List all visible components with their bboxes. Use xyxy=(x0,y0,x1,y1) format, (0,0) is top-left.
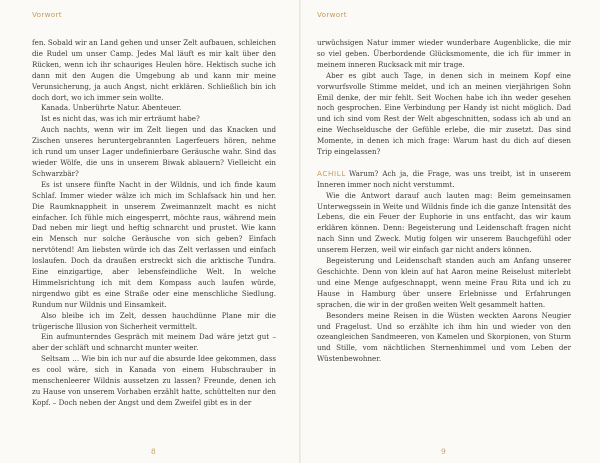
page-number: 8 xyxy=(151,447,156,456)
body-text xyxy=(317,38,571,365)
paragraph: Wie die Antwort darauf auch lauten mag: Beim gemeinsamen Unterwegssein in Weite und Wildnis finde ich die ganze Intensität des Lebens, die ein Feuer der Euphorie in uns entfacht, das wir kaum erklären können. Denn: Begeisterung und Leidenschaft fragen nicht nach Sinn und Zweck. Mutig folgen wir unserem Bauchgefühl oder unserem Herzen, weil wir einfach gar nicht anders können. xyxy=(317,190,571,255)
paragraph: Also bleibe ich im Zelt, dessen hauchdünne Plane mir die trügerische Illusion von Sicherheit vermittelt. xyxy=(32,310,276,331)
paragraph: Seltsam … Wie bin ich nur auf die absurde Idee gekommen, dass es cool wäre, sich in Kanada von einem Hubschrauber in menschenleerer Wildnis aussetzen zu lassen? Freunde, denen ich zu Hause von unserem Vorhaben erzählt hatte, schüttelten nur den Kopf. – Doch neben der Angst und dem Zweifel gibt es in der xyxy=(32,354,276,407)
paragraph: Auch nachts, wenn wir im Zelt liegen und das Knacken und Zischen unseres heruntergebrannten Lagerfeuers hören, nehme ich rund um unser Lager undefinierbare Geräusche wahr. Sind das wieder Wölfe, die uns in unserem Biwak ablauern? Vielleicht ein Schwarzbär? xyxy=(32,125,276,178)
paragraph: Begeisterung und Leidenschaft standen auch am Anfang unserer Geschichte. Denn von klein auf hat Aaron meine Reiselust miterlebt und eine Menge aufgeschnappt, wenn meine Frau Rita und ich zu Hause in Hamburg über unsere Erlebnisse und Erfahrungen sprachen, die wir in der großen weiten Welt gesammelt hatten. xyxy=(317,256,571,309)
paragraph: Es ist unsere fünfte Nacht in der Wildnis, und ich finde kaum Schlaf. Immer wieder wälze ich mich im Schlafsack hin und her. Die Raumknappheit in unserem Zweimannzelt macht es nicht einfacher. Ich fühle mich eingesperrt, möchte raus, während mein Dad neben mir liegt und heftig schnarcht und prustet. Wie kann ein Mensch nur solche Geräusche von sich geben? Einfach nervtötend! Am liebsten würde ich das Zelt verlassen und einfach loslaufen. Doch da draußen erstreckt sich die arktische Tundra. Eine einzigartige, aber lebensfeindliche Welt. In welche Himmelsrichtung ich mit dem Kompass auch laufen würde, nirgendwo gibt es eine Straße oder eine menschliche Siedlung. Rundum nur Wildnis und Einsamkeit. xyxy=(32,179,276,309)
paragraph: Aber es gibt auch Tage, in denen sich in meinem Kopf eine vorwurfsvolle Stimme meldet, und ich an meinen vierjährigen Sohn Emil denke, der mir fehlt. Seit Wochen habe ich ihn weder gesehen noch gesprochen. Eine Verbindung per Handy ist nicht möglich. Dad und ich sind vom Rest der Welt abgeschnitten, sodass ich ab und an eine Wechseldusche der Gefühle erlebe, die mir zusetzt. Das sind Momente, in denen ich mich frage: Warum hast du dich auf diesen Trip eingelassen? xyxy=(317,70,571,157)
page-number: 9 xyxy=(441,447,446,456)
running-header: Vorwort xyxy=(317,10,347,19)
paragraph-text: Warum? Ach ja, die Frage, was uns treibt, ist in unserem Inneren immer noch nicht verstummt. xyxy=(317,168,571,189)
paragraph: Ein aufmunterndes Gespräch mit meinem Dad wäre jetzt gut – aber der schläft und schnarcht munter weiter. xyxy=(32,332,276,353)
speaker-label: ACHILL xyxy=(317,168,346,178)
running-header: Vorwort xyxy=(32,10,62,19)
body-text xyxy=(32,38,276,409)
paragraph: Besonders meine Reisen in die Wüsten weckten Aarons Neugier und Fragelust. Und so erzählte ich ihm hin und wieder von den ozeangleichen Sandmeeren, von Kamelen und Skorpionen, von Sturm und Stille, vom nächtlichen Sternenhimmel und vom Leben der Wüstenbewohner. xyxy=(317,310,571,364)
right-page xyxy=(301,0,600,463)
paragraph: Kanada. Unberührte Natur. Abenteuer. xyxy=(41,103,182,113)
paragraph: Ist es nicht das, was ich mir erträumt habe? xyxy=(41,114,200,124)
paragraph: fen. Sobald wir an Land gehen und unser Zelt aufbauen, schleichen die Rudel um unser Camp. Jedes Mal läuft es mir kalt über den Rücken, wenn ich ihr schauriges Heulen höre. Hektisch suche ich dann mit den Augen die Umgebung ab und kann mir meine Verunsicherung, ja auch Angst, nicht erklären. Schließlich bin ich doch dort, wo ich immer sein wollte. xyxy=(32,38,276,102)
speaker-paragraph xyxy=(317,169,571,191)
paragraph: urwüchsigen Natur immer wieder wunderbare Augenblicke, die mir so viel geben. Überbordende Glücksmomente, die ich für immer in meinem inneren Rucksack mit mir trage. xyxy=(317,38,571,69)
